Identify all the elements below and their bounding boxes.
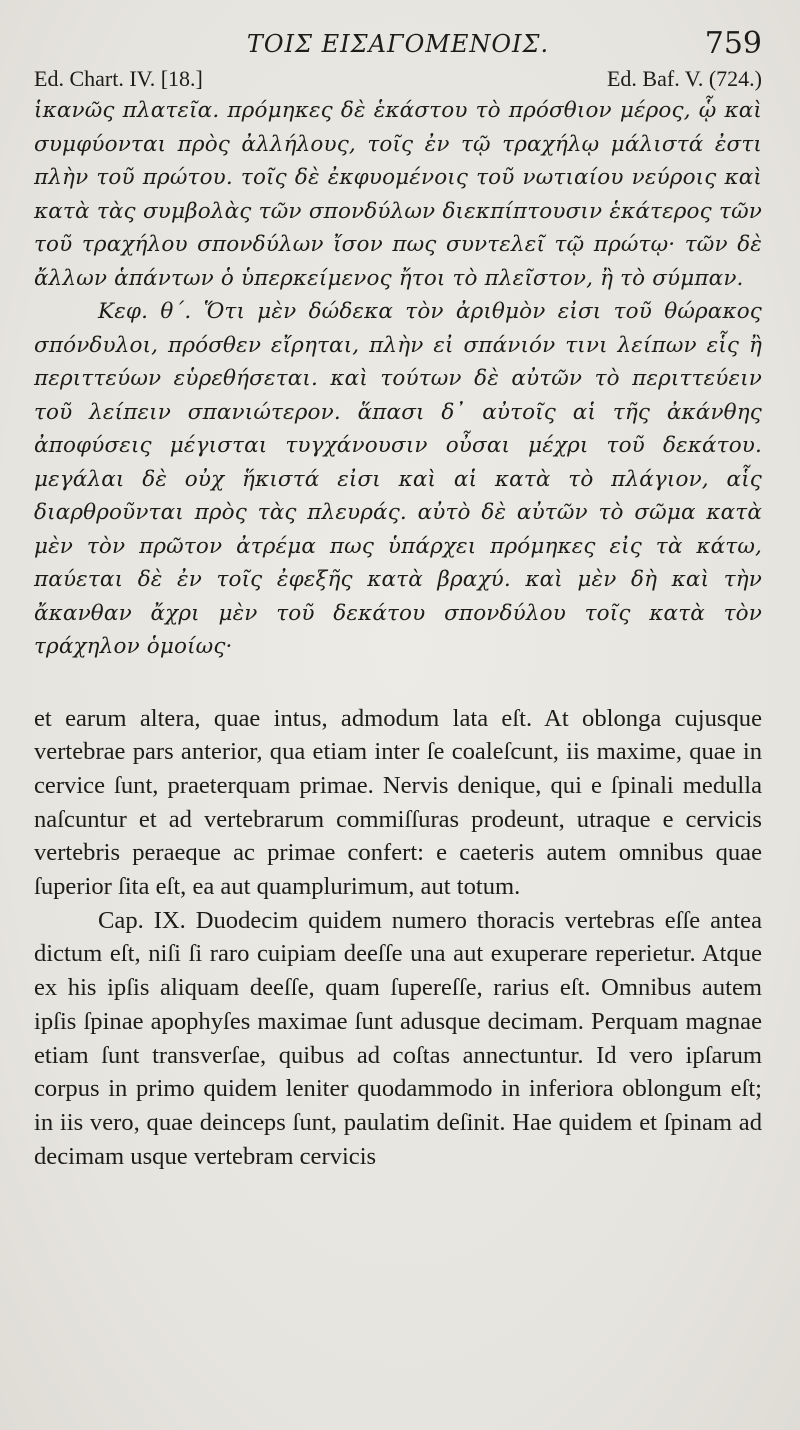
edition-chartier-reference: Ed. Chart. IV. [18.] (34, 66, 203, 91)
greek-text-block (34, 94, 762, 664)
edition-reference-line (34, 66, 762, 92)
latin-text-block (34, 702, 762, 1174)
latin-paragraph-2-text: Duodecim quidem numero thoracis vertebras eſſe antea dictum eſt, niſi ſi raro cuipiam deeſſe una aut exuperare reperietur. Atque ex his ipſis aliquam deeſſe, quam ſupereſſe, rarius eſt. Omnibus autem ipſis ſpinae apophyſes maximae ſunt adusque decimam. Perquam magnae etiam ſunt transverſae, quibus ad coſtas annectuntur. Id vero ipſarum corpus in primo quidem leniter quodammodo in inferiora oblongum eſt; in iis vero, quae deinceps ſunt, paulatim deſinit. Hae quidem et ſpinam ad decimam usque vertebram cervicis (34, 906, 762, 1170)
edition-basel-reference: Ed. Baf. V. (724.) (606, 66, 762, 91)
running-title: ΤΟΙΣ ΕΙΣΑΓΟΜΕΝΟΙΣ. (246, 30, 550, 58)
greek-paragraph-2 (34, 295, 762, 664)
greek-paragraph-2-text: Ὅτι μὲν δώδεκα τὸν ἀριθμὸν εἰσι τοῦ θώρακος σπόνδυλοι, πρόσθεν εἴρηται, πλὴν εἰ σπάνιόν τινι λείπων εἷς ἢ περιττεύων εὑρεθήσεται. καὶ τούτων δὲ αὐτῶν τὸ περιττεύειν τοῦ λείπειν σπανιώτερον. ἅπασι δ᾽ αὐτοῖς αἱ τῆς ἀκάνθης ἀποφύσεις μέγισται τυγχάνουσιν οὖσαι μέχρι τοῦ δεκάτου. μεγάλαι δὲ οὐχ ἥκιστά εἰσι καὶ αἱ κατὰ τὸ πλάγιον, αἷς διαρθροῦνται πρὸς τὰς πλευράς. αὐτὸ δὲ αὐτῶν τὸ σῶμα κατὰ μὲν τὸν πρῶτον ἀτρέμα πως ὑπάρχει πρόμηκες εἰς τὰ κάτω, παύεται δὲ ἐν τοῖς ἐφεξῆς κατὰ βραχύ. καὶ μὲν δὴ καὶ τὴν ἄκανθαν ἄχρι μὲν τοῦ δεκάτου σπονδύλου τοῖς κατὰ τὸν τράχηλον ὁμοίως· (34, 299, 762, 659)
latin-paragraph-1: et earum altera, quae intus, admodum lata eſt. At oblonga cujusque vertebrae pars anterior, qua etiam inter ſe coaleſcunt, iis maxime, quae in cervice ſunt, praeterquam primae. Nervis denique, qui e ſpinali medulla naſcuntur et ad vertebrarum commiſſuras prodeunt, utraque e cervicis vertebris peraeque ac primae confert: e caeteris autem omnibus quae ſuperior ſita eſt, ea aut quamplurimum, aut totum. (34, 704, 762, 901)
page-number: 759 (704, 26, 762, 61)
latin-chapter-label: Cap. IX. (98, 906, 186, 934)
latin-paragraph-2 (34, 904, 762, 1174)
greek-chapter-label: Κεφ. θ΄. (98, 299, 192, 324)
greek-paragraph-1: ἱκανῶς πλατεῖα. πρόμηκες δὲ ἑκάστου τὸ πρόσθιον μέρος, ᾧ καὶ συμφύονται πρὸς ἀλλήλους, τοῖς ἐν τῷ τραχήλῳ μάλιστά ἐστι πλὴν τοῦ πρώτου. τοῖς δὲ ἐκφυομένοις τοῦ νωτιαίου νεύροις καὶ κατὰ τὰς συμβολὰς τῶν σπονδύλων διεκπίπτουσιν ἑκάτερος τῶν τοῦ τραχήλου σπονδύλων ἴσον πως συντελεῖ τῷ πρώτῳ· τῶν δὲ ἄλλων ἁπάντων ὁ ὑπερκείμενος ἤτοι τὸ πλεῖστον, ἢ τὸ σύμπαν. (34, 98, 762, 291)
running-head (34, 22, 762, 66)
